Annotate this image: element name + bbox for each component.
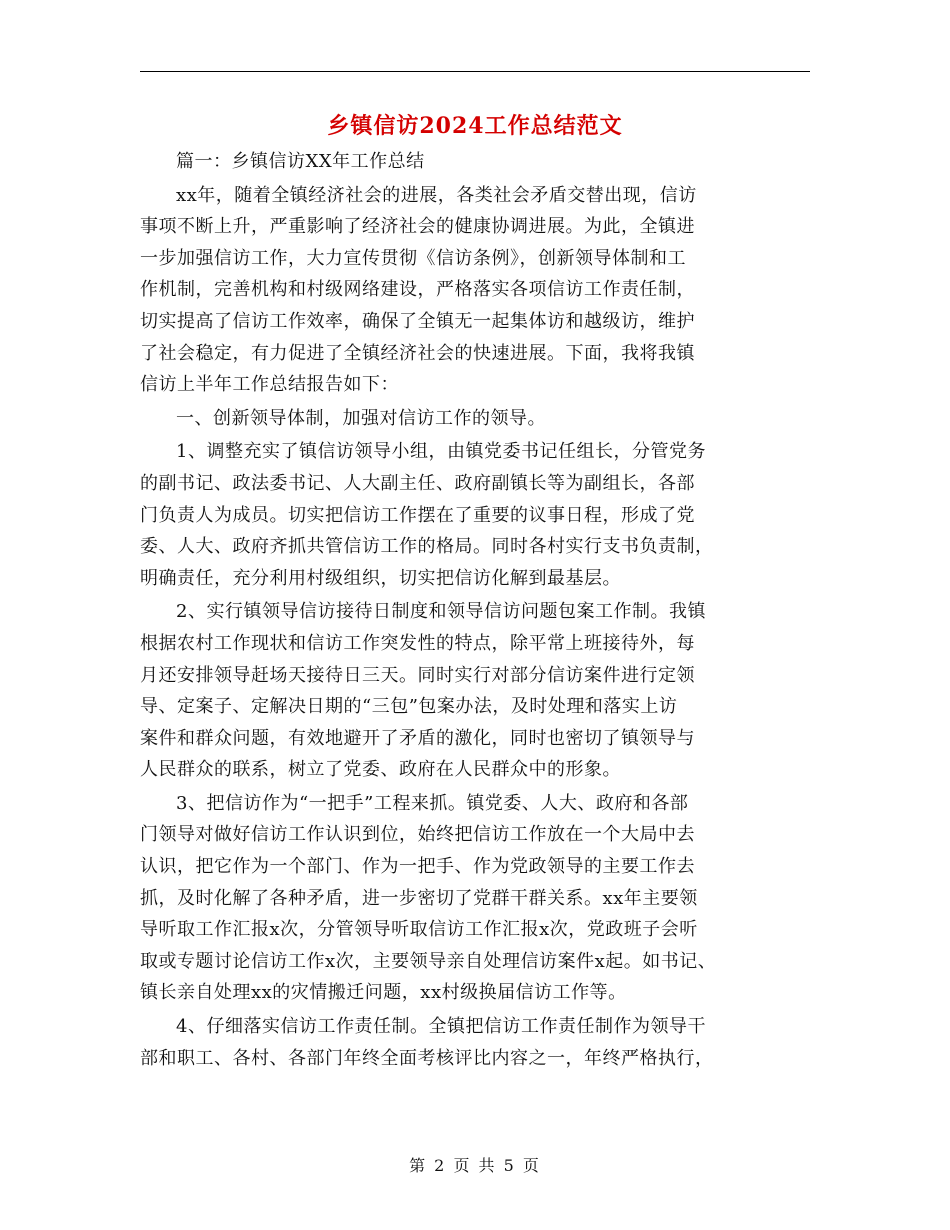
document-title: 乡镇信访2024工作总结范文 xyxy=(327,113,623,139)
paragraph xyxy=(140,596,820,786)
paragraph-line: 认识，把它作为一个部门、作为一把手、作为党政领导的主要工作去 xyxy=(140,856,695,878)
paragraph-line: 4、仔细落实信访工作责任制。全镇把信访工作责任制作为领导干 xyxy=(176,1016,706,1038)
paragraph-line: 2、实行镇领导信访接待日制度和领导信访问题包案工作制。我镇 xyxy=(176,601,706,623)
paragraph-line: 抓，及时化解了各种矛盾，进一步密切了党群干群关系。xx年主要领 xyxy=(140,887,698,909)
paragraph-line: 3、把信访作为“一把手”工程来抓。镇党委、人大、政府和各部 xyxy=(176,792,689,814)
paragraph-line: 取或专题讨论信访工作x次，主要领导亲自处理信访案件x起。如书记、 xyxy=(140,950,717,972)
paragraph-line: 信访上半年工作总结报告如下： xyxy=(140,374,399,396)
paragraph xyxy=(140,436,820,594)
paragraph-line: 月还安排领导赶场天接待日三天。同时实行对部分信访案件进行定领 xyxy=(140,664,695,686)
paragraph-line: 切实提高了信访工作效率，确保了全镇无一起集体访和越级访，维护 xyxy=(140,310,695,332)
paragraph-line: 了社会稳定，有力促进了全镇经济社会的快速进展。下面，我将我镇 xyxy=(140,342,695,364)
paragraph-line: 根据农村工作现状和信访工作突发性的特点，除平常上班接待外，每 xyxy=(140,632,695,654)
paragraph-line: xx年，随着全镇经济社会的进展，各类社会矛盾交替出现，信访 xyxy=(176,184,697,206)
paragraph-line: 一步加强信访工作，大力宣传贯彻《信访条例》，创新领导体制和工 xyxy=(140,247,686,269)
paragraph-line: 的副书记、政法委书记、人大副主任、政府副镇长等为副组长，各部 xyxy=(140,472,695,494)
paragraph-line: 明确责任，充分利用村级组织，切实把信访化解到最基层。 xyxy=(140,567,621,589)
paragraph-line: 案件和群众问题，有效地避开了矛盾的激化，同时也密切了镇领导与 xyxy=(140,727,695,749)
paragraph-line: 部和职工、各村、各部门年终全面考核评比内容之一，年终严格执行， xyxy=(140,1047,714,1069)
paragraph-line: 导、定案子、定解决日期的“三包”包案办法，及时处理和落实上访 xyxy=(140,696,678,718)
page-footer: 第 2 页 共 5 页 xyxy=(409,1156,541,1175)
paragraph-line: 门领导对做好信访工作认识到位，始终把信访工作放在一个大局中去 xyxy=(140,824,695,846)
paragraph-line: 一、创新领导体制，加强对信访工作的领导。 xyxy=(176,407,546,429)
paragraph xyxy=(140,1011,820,1074)
paragraph-line: 镇长亲自处理xx的灾情搬迁问题，xx村级换届信访工作等。 xyxy=(140,982,627,1004)
paragraph-line: 导听取工作汇报x次，分管领导听取信访工作汇报x次，党政班子会听 xyxy=(140,919,698,941)
paragraph-line: 作机制，完善机构和村级网络建设，严格落实各项信访工作责任制， xyxy=(140,279,695,301)
paragraph xyxy=(140,180,820,401)
document-body xyxy=(140,146,820,1076)
paragraph xyxy=(140,146,820,178)
paragraph-line: 委、人大、政府齐抓共管信访工作的格局。同时各村实行支书负责制， xyxy=(140,536,714,558)
paragraph-line: 人民群众的联系，树立了党委、政府在人民群众中的形象。 xyxy=(140,759,621,781)
header-rule xyxy=(140,71,810,72)
paragraph xyxy=(140,403,820,435)
paragraph-line: 篇一：乡镇信访XX年工作总结 xyxy=(176,151,425,172)
paragraph xyxy=(140,788,820,1009)
paragraph-line: 1、调整充实了镇信访领导小组，由镇党委书记任组长，分管党务 xyxy=(176,441,706,463)
paragraph-line: 门负责人为成员。切实把信访工作摆在了重要的议事日程，形成了党 xyxy=(140,504,695,526)
paragraph-line: 事项不断上升，严重影响了经济社会的健康协调进展。为此，全镇进 xyxy=(140,216,695,238)
